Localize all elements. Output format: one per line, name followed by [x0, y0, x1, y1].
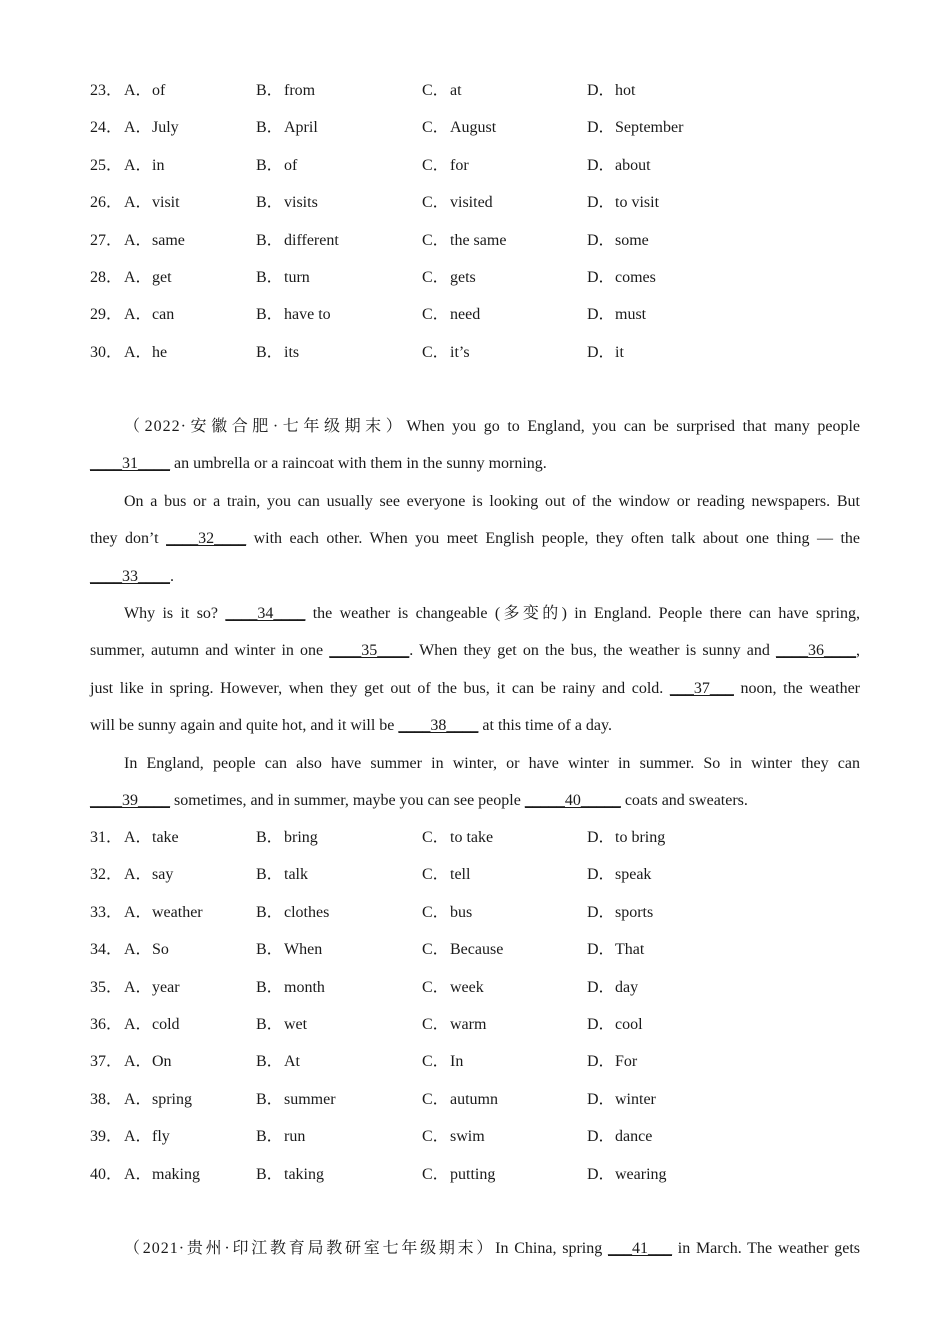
- option-text: must: [615, 306, 647, 324]
- option-letter: B．: [256, 119, 283, 137]
- option-a[interactable]: [124, 229, 185, 253]
- option-text: for: [450, 156, 469, 174]
- option-a[interactable]: [124, 826, 179, 850]
- option-b[interactable]: [256, 79, 315, 103]
- option-d[interactable]: [587, 229, 649, 253]
- option-letter: A．: [124, 343, 152, 361]
- option-c[interactable]: [422, 229, 506, 253]
- option-d[interactable]: [587, 191, 659, 215]
- option-text: month: [284, 978, 325, 996]
- option-a[interactable]: [124, 1125, 170, 1149]
- option-letter: A．: [124, 82, 152, 99]
- option-letter: B．: [256, 156, 283, 174]
- option-letter: B．: [256, 269, 283, 286]
- option-text: get: [152, 269, 172, 286]
- option-a[interactable]: [124, 303, 174, 327]
- option-d[interactable]: [587, 1050, 637, 1074]
- option-text: warm: [450, 1016, 487, 1033]
- option-b[interactable]: [256, 826, 318, 850]
- option-text: fly: [152, 1128, 170, 1146]
- option-text: putting: [450, 1165, 496, 1183]
- option-text: September: [615, 119, 684, 137]
- question-number: 25．: [90, 156, 123, 174]
- option-text: of: [284, 156, 298, 174]
- option-d[interactable]: [587, 976, 638, 1000]
- option-letter: D．: [587, 1053, 615, 1071]
- option-letter: B．: [256, 343, 283, 361]
- option-c[interactable]: [422, 1125, 485, 1149]
- option-d[interactable]: [587, 341, 624, 365]
- option-c[interactable]: [422, 303, 480, 327]
- option-a[interactable]: [124, 1013, 180, 1037]
- option-letter: A．: [124, 941, 152, 959]
- option-d[interactable]: [587, 154, 651, 178]
- option-letter: A．: [124, 978, 152, 996]
- option-letter: C．: [422, 903, 449, 921]
- option-letter: A．: [124, 829, 152, 846]
- option-text: have to: [284, 306, 331, 324]
- option-text: visit: [152, 194, 180, 212]
- option-text: of: [152, 82, 166, 99]
- option-a[interactable]: [124, 1163, 200, 1187]
- option-b[interactable]: [256, 1088, 336, 1112]
- question-number: 38．: [90, 1090, 123, 1108]
- option-letter: B．: [256, 829, 283, 846]
- option-d[interactable]: [587, 116, 683, 140]
- option-text: visits: [284, 194, 318, 212]
- option-c[interactable]: [422, 191, 493, 215]
- option-letter: B．: [256, 903, 283, 921]
- option-text: take: [152, 829, 179, 846]
- blank-35: ____35____: [329, 642, 410, 660]
- question-number: 33．: [90, 903, 123, 921]
- option-c[interactable]: [422, 1050, 463, 1074]
- option-letter: D．: [587, 903, 615, 921]
- option-letter: A．: [124, 231, 152, 249]
- option-d[interactable]: [587, 1088, 656, 1112]
- option-letter: D．: [587, 194, 615, 212]
- question-number: 29．: [90, 306, 123, 324]
- option-text: When: [284, 941, 323, 959]
- question-number: 26．: [90, 194, 123, 212]
- option-text: same: [152, 231, 185, 249]
- option-text: making: [152, 1165, 200, 1183]
- option-b[interactable]: [256, 229, 339, 253]
- option-text: cold: [152, 1016, 180, 1033]
- blank-39: ____39____: [90, 791, 170, 809]
- option-text: in: [152, 156, 165, 174]
- option-text: its: [284, 343, 300, 361]
- option-letter: B．: [256, 231, 283, 249]
- option-b[interactable]: [256, 1163, 324, 1187]
- option-letter: A．: [124, 1053, 152, 1071]
- option-text: talk: [284, 866, 308, 884]
- option-a[interactable]: [124, 341, 167, 365]
- option-text: bring: [284, 829, 318, 846]
- option-text: gets: [450, 269, 476, 286]
- option-letter: B．: [256, 978, 283, 996]
- option-text: wearing: [615, 1165, 667, 1183]
- option-text: cool: [615, 1016, 643, 1033]
- option-a[interactable]: [124, 863, 173, 887]
- option-text: April: [284, 119, 318, 137]
- option-letter: B．: [256, 941, 283, 959]
- option-c[interactable]: [422, 154, 469, 178]
- option-text: tell: [450, 866, 471, 884]
- option-b[interactable]: [256, 863, 308, 887]
- option-letter: C．: [422, 343, 449, 361]
- option-text: For: [615, 1053, 638, 1071]
- option-text: So: [152, 941, 169, 959]
- cloze-passage-41: （2021·贵州·印江教育局教研室七年级期末）In China, spring ___41___ in March. The weather gets: [124, 1240, 860, 1257]
- option-b[interactable]: [256, 976, 325, 1000]
- option-letter: A．: [124, 903, 152, 921]
- option-text: to visit: [615, 194, 660, 212]
- option-text: turn: [284, 269, 310, 286]
- option-c[interactable]: [422, 826, 493, 850]
- option-text: visited: [450, 194, 493, 212]
- option-b[interactable]: [256, 116, 318, 140]
- option-text: run: [284, 1128, 306, 1146]
- option-text: say: [152, 866, 174, 884]
- question-number: 35．: [90, 978, 123, 996]
- option-text: At: [284, 1053, 300, 1071]
- question-number: 27．: [90, 231, 123, 249]
- option-letter: D．: [587, 941, 615, 959]
- blank-41: ___41___: [607, 1240, 672, 1257]
- option-text: bus: [450, 903, 473, 921]
- question-number: 23．: [90, 82, 123, 99]
- option-letter: D．: [587, 1128, 615, 1146]
- option-text: he: [152, 343, 168, 361]
- option-letter: A．: [124, 866, 152, 884]
- option-text: at: [450, 82, 462, 99]
- option-a[interactable]: [124, 1088, 192, 1112]
- option-b[interactable]: [256, 901, 329, 925]
- question-number: 28．: [90, 269, 123, 286]
- option-letter: A．: [124, 194, 152, 212]
- option-text: it: [615, 343, 624, 361]
- option-c[interactable]: [422, 976, 484, 1000]
- blank-40: _____40_____: [524, 791, 621, 809]
- option-letter: A．: [124, 1016, 152, 1033]
- option-text: can: [152, 306, 175, 324]
- option-d[interactable]: [587, 79, 635, 103]
- option-text: summer: [284, 1090, 336, 1108]
- option-text: to bring: [615, 829, 666, 846]
- option-text: clothes: [284, 903, 330, 921]
- option-letter: C．: [422, 866, 449, 884]
- option-letter: A．: [124, 156, 152, 174]
- option-text: day: [615, 978, 639, 996]
- option-letter: C．: [422, 194, 449, 212]
- option-c[interactable]: [422, 1163, 495, 1187]
- option-letter: C．: [422, 82, 449, 99]
- option-letter: C．: [422, 1090, 449, 1108]
- option-text: speak: [615, 866, 652, 884]
- option-b[interactable]: [256, 191, 318, 215]
- passage-source: （2021·贵州·印江教育局教研室七年级期末）: [124, 1240, 496, 1257]
- option-letter: D．: [587, 82, 615, 99]
- option-letter: C．: [422, 978, 449, 996]
- option-text: dance: [615, 1128, 653, 1146]
- option-text: different: [284, 231, 339, 249]
- option-text: autumn: [450, 1090, 498, 1108]
- option-text: the same: [450, 231, 507, 249]
- option-letter: B．: [256, 306, 283, 324]
- option-text: taking: [284, 1165, 324, 1183]
- option-d[interactable]: [587, 266, 656, 290]
- option-c[interactable]: [422, 266, 476, 290]
- blank-32: ____32____: [166, 530, 247, 548]
- option-text: sports: [615, 903, 654, 921]
- option-letter: C．: [422, 1165, 449, 1183]
- option-text: That: [615, 941, 645, 959]
- option-a[interactable]: [124, 154, 164, 178]
- option-d[interactable]: [587, 826, 665, 850]
- option-letter: D．: [587, 866, 615, 884]
- option-letter: D．: [587, 343, 615, 361]
- option-letter: D．: [587, 119, 615, 137]
- option-text: year: [152, 978, 180, 996]
- question-number: 32．: [90, 866, 123, 884]
- option-letter: B．: [256, 82, 283, 99]
- option-a[interactable]: [124, 1050, 172, 1074]
- question-number: 39．: [90, 1128, 123, 1146]
- option-text: from: [284, 82, 316, 99]
- question-number: 34．: [90, 941, 123, 959]
- option-letter: B．: [256, 1090, 283, 1108]
- question-number: 36．: [90, 1016, 123, 1033]
- option-letter: C．: [422, 941, 449, 959]
- option-letter: C．: [422, 829, 449, 846]
- option-text: to take: [450, 829, 494, 846]
- question-number: 30．: [90, 343, 123, 361]
- option-c[interactable]: [422, 341, 470, 365]
- option-letter: B．: [256, 194, 283, 212]
- option-letter: C．: [422, 1053, 449, 1071]
- option-c[interactable]: [422, 1088, 498, 1112]
- option-d[interactable]: [587, 901, 653, 925]
- option-a[interactable]: [124, 191, 180, 215]
- option-c[interactable]: [422, 901, 472, 925]
- option-d[interactable]: [587, 1013, 643, 1037]
- option-letter: C．: [422, 231, 449, 249]
- option-letter: B．: [256, 1053, 283, 1071]
- option-text: On: [152, 1053, 172, 1071]
- question-number: 40．: [90, 1165, 123, 1183]
- option-d[interactable]: [587, 938, 644, 962]
- option-letter: B．: [256, 1016, 283, 1033]
- option-b[interactable]: [256, 1125, 305, 1149]
- option-letter: A．: [124, 1090, 152, 1108]
- option-a[interactable]: [124, 116, 179, 140]
- option-letter: B．: [256, 1165, 283, 1183]
- option-a[interactable]: [124, 79, 165, 103]
- option-text: In: [450, 1053, 464, 1071]
- option-letter: A．: [124, 1128, 152, 1146]
- question-number: 31．: [90, 829, 123, 846]
- option-text: July: [152, 119, 179, 137]
- option-c[interactable]: [422, 938, 503, 962]
- blank-36: ____36____: [776, 642, 856, 660]
- option-letter: A．: [124, 269, 152, 286]
- option-d[interactable]: [587, 863, 651, 887]
- option-text: spring: [152, 1090, 192, 1108]
- option-d[interactable]: [587, 1125, 652, 1149]
- cloze-passage-31-40: （2022·安徽合肥·七年级期末）When you go to England, you can be surprised that many people ____31____ an umbrella or a raincoat with them in the sunny morning. On a bus or a train, you can usually see everyone is looking out of the window or reading newspapers. But they don’t ____32____ with each other. When you meet English people, they often talk about one thing — the ____33____. Why is it so? ____34____ the weather is changeable (多变的) in England. People there can have spring, summer, autumn and winter in one ____35____. When they get on the bus, the weather is sunny and ____36____, just like in spring. However, when they get out of the bus, it can be rainy and cold. ___37___ noon, the weather will be sunny again and quite hot, and it will be ____38____ at this time of a day. In England, people can also have summer in winter, or have winter in summer. So in winter they can ____39____ sometimes, and in summer, maybe you can see people _____40_____ coats and sweaters.: [90, 418, 861, 809]
- option-text: August: [450, 119, 497, 137]
- option-text: comes: [615, 269, 656, 286]
- option-a[interactable]: [124, 901, 203, 925]
- option-letter: A．: [124, 119, 152, 137]
- option-d[interactable]: [587, 303, 646, 327]
- blank-33: ____33____: [90, 567, 170, 585]
- option-a[interactable]: [124, 938, 169, 962]
- question-number: 24．: [90, 119, 123, 137]
- option-c[interactable]: [422, 79, 462, 103]
- option-letter: D．: [587, 978, 615, 996]
- option-letter: D．: [587, 231, 615, 249]
- option-c[interactable]: [422, 116, 496, 140]
- option-letter: C．: [422, 306, 449, 324]
- option-letter: D．: [587, 306, 615, 324]
- option-letter: A．: [124, 306, 152, 324]
- option-text: Because: [450, 941, 504, 959]
- option-text: need: [450, 306, 481, 324]
- option-text: about: [615, 156, 651, 174]
- option-letter: D．: [587, 829, 615, 846]
- option-b[interactable]: [256, 1050, 300, 1074]
- option-letter: D．: [587, 1090, 615, 1108]
- option-b[interactable]: [256, 1013, 307, 1037]
- option-text: winter: [615, 1090, 656, 1108]
- blank-37: ___37___: [669, 679, 734, 697]
- option-a[interactable]: [124, 976, 180, 1000]
- option-c[interactable]: [422, 1013, 486, 1037]
- option-b[interactable]: [256, 938, 322, 962]
- option-text: hot: [615, 82, 636, 99]
- blank-34: ____34____: [225, 604, 306, 622]
- option-letter: C．: [422, 1128, 449, 1146]
- option-c[interactable]: [422, 863, 470, 887]
- option-a[interactable]: [124, 266, 172, 290]
- option-letter: D．: [587, 156, 615, 174]
- question-number: 37．: [90, 1053, 123, 1071]
- option-text: swim: [450, 1128, 485, 1146]
- option-letter: B．: [256, 1128, 283, 1146]
- passage-source: （2022·安徽合肥·七年级期末）: [124, 418, 407, 435]
- option-letter: D．: [587, 1165, 615, 1183]
- option-letter: B．: [256, 866, 283, 884]
- option-text: some: [615, 231, 649, 249]
- option-b[interactable]: [256, 266, 310, 290]
- blank-31: ____31____: [90, 455, 170, 473]
- option-text: weather: [152, 903, 203, 921]
- blank-38: ____38____: [398, 717, 479, 735]
- option-letter: C．: [422, 1016, 449, 1033]
- option-b[interactable]: [256, 154, 297, 178]
- option-letter: A．: [124, 1165, 152, 1183]
- option-letter: D．: [587, 1016, 615, 1033]
- option-text: it’s: [450, 343, 470, 361]
- option-text: week: [450, 978, 484, 996]
- option-letter: C．: [422, 269, 449, 286]
- option-letter: D．: [587, 269, 615, 286]
- option-b[interactable]: [256, 341, 299, 365]
- option-letter: C．: [422, 119, 449, 137]
- option-letter: C．: [422, 156, 449, 174]
- option-text: wet: [284, 1016, 308, 1033]
- option-d[interactable]: [587, 1163, 667, 1187]
- option-b[interactable]: [256, 303, 331, 327]
